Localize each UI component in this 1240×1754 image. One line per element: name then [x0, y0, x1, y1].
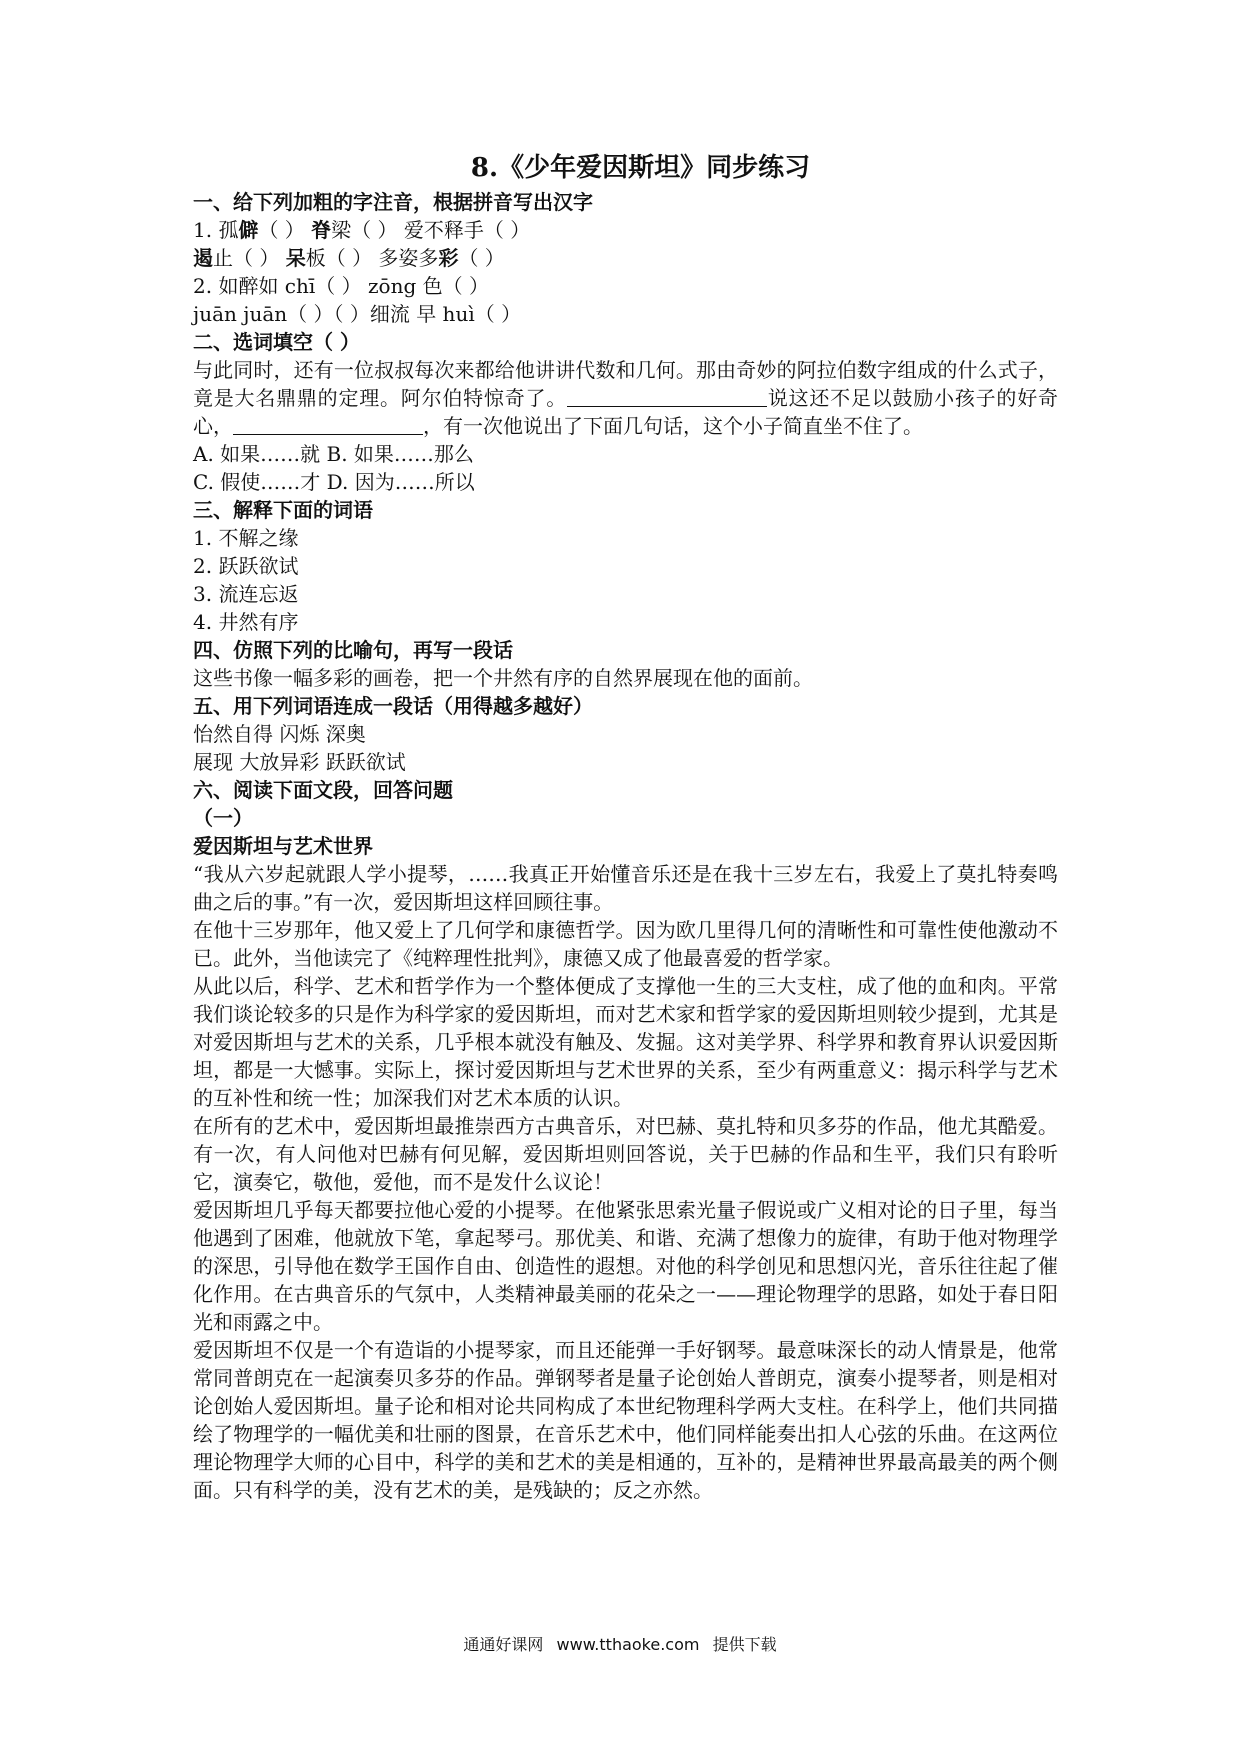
- section-1-line-4: juān juān（ ）（ ）细流 早 huì（ ）: [193, 302, 522, 326]
- bold-character: 呆: [285, 246, 306, 270]
- worksheet-body: [193, 150, 1058, 1504]
- bold-character: 遏: [193, 246, 213, 270]
- text-segment: 梁（ ） 爱不释手（ ）: [331, 218, 531, 242]
- text-segment: （ ）: [458, 246, 505, 270]
- passage-text: ，有一次他说出了下面几句话，这个小子简直坐不住了。: [423, 414, 923, 438]
- text-segment: 止（ ）: [213, 246, 280, 270]
- vocab-item: 1. 不解之缘: [193, 526, 299, 550]
- bold-character: 脊: [311, 218, 332, 242]
- word-list-line-2: 展现 大放异彩 跃跃欲试: [193, 750, 406, 774]
- fill-blank-2: [233, 414, 423, 435]
- footer-url[interactable]: www.tthaoke.com: [556, 1635, 700, 1654]
- option-line-1: A. 如果……就 B. 如果……那么: [193, 442, 474, 466]
- vocab-item: 2. 跃跃欲试: [193, 554, 299, 578]
- section-1-line-1: [193, 216, 1058, 244]
- footer-note: 提供下载: [712, 1635, 777, 1654]
- footer-site-name: 通通好课网: [463, 1635, 544, 1654]
- section-6-heading: 六、阅读下面文段，回答问题: [193, 778, 453, 802]
- passage-text: 与此同时，还有一位叔叔每次来都给他讲讲代数和几何。那由奇妙的阿拉伯数字组成的什么式子，竟是大名鼎鼎的定理。阿尔伯特惊奇了。: [193, 358, 1058, 410]
- article-paragraph: “我从六岁起就跟人学小提琴，……我真正开始懂音乐还是在我十三岁左右，我爱上了莫扎特奏鸣曲之后的事。”有一次，爱因斯坦这样回顾往事。: [193, 862, 1058, 914]
- section-1-heading: 一、给下列加粗的字注音，根据拼音写出汉字: [193, 190, 593, 214]
- article-paragraph: 爱因斯坦不仅是一个有造诣的小提琴家，而且还能弹一手好钢琴。最意味深长的动人情景是，他常常同普朗克在一起演奏贝多芬的作品。弹钢琴者是量子论创始人普朗克，演奏小提琴者，则是相对论创始人爱因斯坦。量子论和相对论共同构成了本世纪物理科学两大支柱。在科学上，他们共同描绘了物理学的一幅优美和壮丽的图景，在音乐艺术中，他们同样能奏出扣人心弦的乐曲。在这两位理论物理学大师的心目中，科学的美和艺术的美是相通的，互补的，是精神世界最高最美的两个侧面。只有科学的美，没有艺术的美，是残缺的；反之亦然。: [193, 1338, 1058, 1502]
- passage-text: 说这还不足以鼓励小孩子的好奇心，: [193, 386, 1058, 438]
- page-title: 8.《少年爱因斯坦》同步练习: [470, 153, 811, 183]
- fill-blank-1: [567, 386, 767, 407]
- section-5-heading: 五、用下列词语连成一段话（用得越多越好）: [193, 694, 593, 718]
- vocab-item: 4. 井然有序: [193, 610, 299, 634]
- text-segment: 1. 孤: [193, 218, 239, 242]
- option-line-2: C. 假使……才 D. 因为……所以: [193, 470, 475, 494]
- article-title: 爱因斯坦与艺术世界: [193, 834, 373, 858]
- section-2-passage: [193, 356, 1058, 440]
- section-1-line-3: 2. 如醉如 chī（ ） zōng 色（ ）: [193, 274, 489, 298]
- article-paragraph: 在他十三岁那年，他又爱上了几何学和康德哲学。因为欧几里得几何的清晰性和可靠性使他激动不已。此外，当他读完了《纯粹理性批判》，康德又成了他最喜爱的哲学家。: [193, 918, 1058, 970]
- section-3-heading: 三、解释下面的词语: [193, 498, 373, 522]
- text-segment: （ ）: [258, 218, 305, 242]
- article-paragraph: 从此以后，科学、艺术和哲学作为一个整体便成了支撑他一生的三大支柱，成了他的血和肉。平常我们谈论较多的只是作为科学家的爱因斯坦，而对艺术家和哲学家的爱因斯坦则较少提到，尤其是对爱因斯坦与艺术的关系，几乎根本就没有触及、发掘。这对美学界、科学界和教育界认识爱因斯坦，都是一大憾事。实际上，探讨爱因斯坦与艺术世界的关系，至少有两重意义：揭示科学与艺术的互补性和统一性；加深我们对艺术本质的认识。: [193, 974, 1058, 1110]
- page-footer: [0, 1635, 1240, 1655]
- article-paragraph: 在所有的艺术中，爱因斯坦最推崇西方古典音乐，对巴赫、莫扎特和贝多芬的作品，他尤其酷爱。有一次，有人问他对巴赫有何见解，爱因斯坦则回答说，关于巴赫的作品和生平，我们只有聆听它，演奏它，敬他，爱他，而不是发什么议论！: [193, 1114, 1058, 1194]
- bold-character: 彩: [438, 246, 459, 270]
- section-4-heading: 四、仿照下列的比喻句，再写一段话: [193, 638, 513, 662]
- article-paragraph: 爱因斯坦几乎每天都要拉他心爱的小提琴。在他紧张思索光量子假说或广义相对论的日子里，每当他遇到了困难，他就放下笔，拿起琴弓。那优美、和谐、充满了想像力的旋律，有助于他对物理学的深思，引导他在数学王国作自由、创造性的遐想。对他的科学创见和思想闪光，音乐往往起了催化作用。在古典音乐的气氛中，人类精神最美丽的花朵之一——理论物理学的思路，如处于春日阳光和雨露之中。: [193, 1198, 1058, 1334]
- section-2-heading: 二、选词填空（ ）: [193, 330, 360, 354]
- simile-sentence: 这些书像一幅多彩的画卷，把一个井然有序的自然界展现在他的面前。: [193, 666, 813, 690]
- section-1-line-2: [193, 244, 1058, 272]
- bold-character: 僻: [238, 218, 259, 242]
- vocab-item: 3. 流连忘返: [193, 582, 299, 606]
- word-list-line-1: 怡然自得 闪烁 深奥: [193, 722, 366, 746]
- subsection-label: （一）: [193, 806, 253, 830]
- text-segment: 板（ ） 多姿多: [305, 246, 439, 270]
